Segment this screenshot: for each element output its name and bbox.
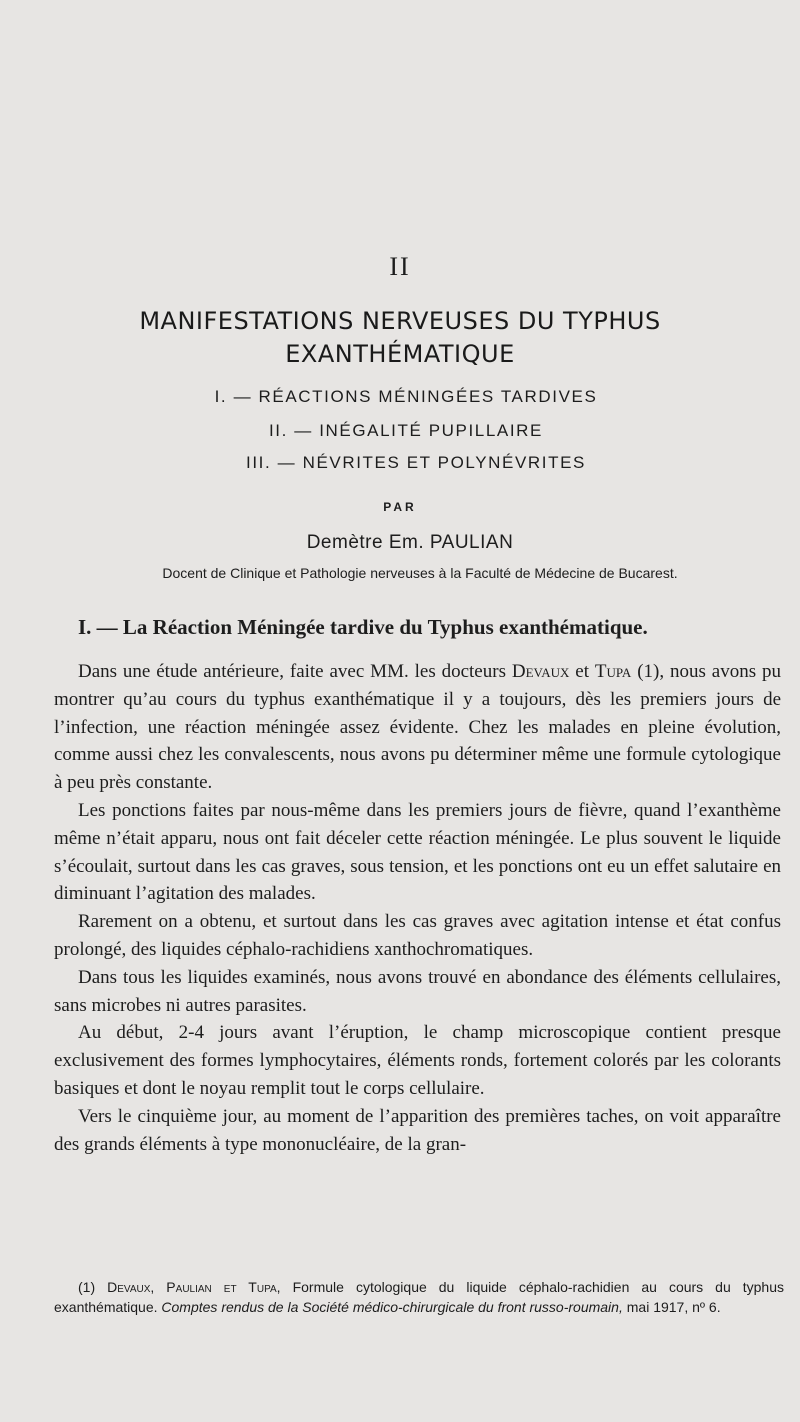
paragraph-4: Dans tous les liquides examinés, nous avons trouvé en abondance des éléments cellulaires, sans microbes ni autres parasites.	[54, 966, 781, 1016]
footnote-date: mai 1917, nº 6.	[622, 1299, 721, 1315]
paragraph-2: Les ponctions faites par nous-même dans les premiers jours de fièvre, quand l’exanthème même n’était apparu, nous ont fait déceler cette réaction méningée. Le plus souvent le liquide s’écoulait, surtout dans les cas graves, sous tension, et les ponctions ont eu un effet salutaire en diminuant l’agitation des malades.	[54, 799, 781, 905]
chapter-number: II	[389, 252, 411, 281]
section-3: III. — NÉVRITES ET POLYNÉVRITES	[246, 453, 586, 472]
section-2: II. — INÉGALITÉ PUPILLAIRE	[268, 421, 543, 440]
paragraph-1: Dans une étude antérieure, faite avec MM. les docteurs Devaux et Tupa (1), nous avons pu montrer qu’au cours du typhus exanthématique il y a toujours, dès les premiers jours de l’infection, une réaction méningée assez évidente. Chez les malades en pleine évolution, comme aussi chez les convalescents, nous avons pu déterminer même une formule cytologique à peu près constante.	[54, 661, 781, 794]
footnote-text: Formule cytologique du liquide céphalo-rachidien au cours du typhus exanthématique.	[54, 1279, 785, 1315]
paragraph-5: Au début, 2-4 jours avant l’éruption, le champ microscopique contient presque exclusivement des formes lymphocytaires, éléments ronds, fortement colorés par les colorants basiques et dont le noyau remplit tout le corps cellulaire.	[54, 1022, 781, 1099]
body-text	[54, 658, 781, 1158]
footnote-mark: (1)	[78, 1279, 96, 1295]
author-tupa: Tupa	[594, 661, 632, 682]
paragraph-3: Rarement on a obtenu, et surtout dans les cas graves avec agitation intense et état confus prolongé, des liquides céphalo-rachidiens xanthochromatiques.	[54, 911, 781, 960]
paragraph-6: Vers le cinquième jour, au moment de l’apparition des premières taches, on voit apparaître des grands éléments à type mononucléaire, de la gran-	[54, 1105, 781, 1155]
section-1: I. — RÉACTIONS MÉNINGÉES TARDIVES	[214, 387, 598, 406]
footnote	[54, 1277, 784, 1317]
author-affiliation: Docent de Clinique et Pathologie nerveuses à la Faculté de Médecine de Bucarest.	[162, 565, 678, 581]
author-devaux: Devaux	[511, 661, 570, 682]
title-line-1: MANIFESTATIONS NERVEUSES DU TYPHUS	[139, 307, 661, 335]
title-line-2: EXANTHÉMATIQUE	[285, 340, 515, 368]
section-heading: I. — La Réaction Méningée tardive du Typhus exanthématique.	[78, 615, 648, 639]
footnote-journal: Comptes rendus de la Société médico-chirurgicale du front russo-roumain,	[161, 1299, 623, 1315]
author-name: Demètre Em. PAULIAN	[306, 532, 514, 553]
by-label: PAR	[383, 500, 417, 514]
footnote-authors: Devaux, Paulian et Tupa,	[107, 1279, 281, 1295]
